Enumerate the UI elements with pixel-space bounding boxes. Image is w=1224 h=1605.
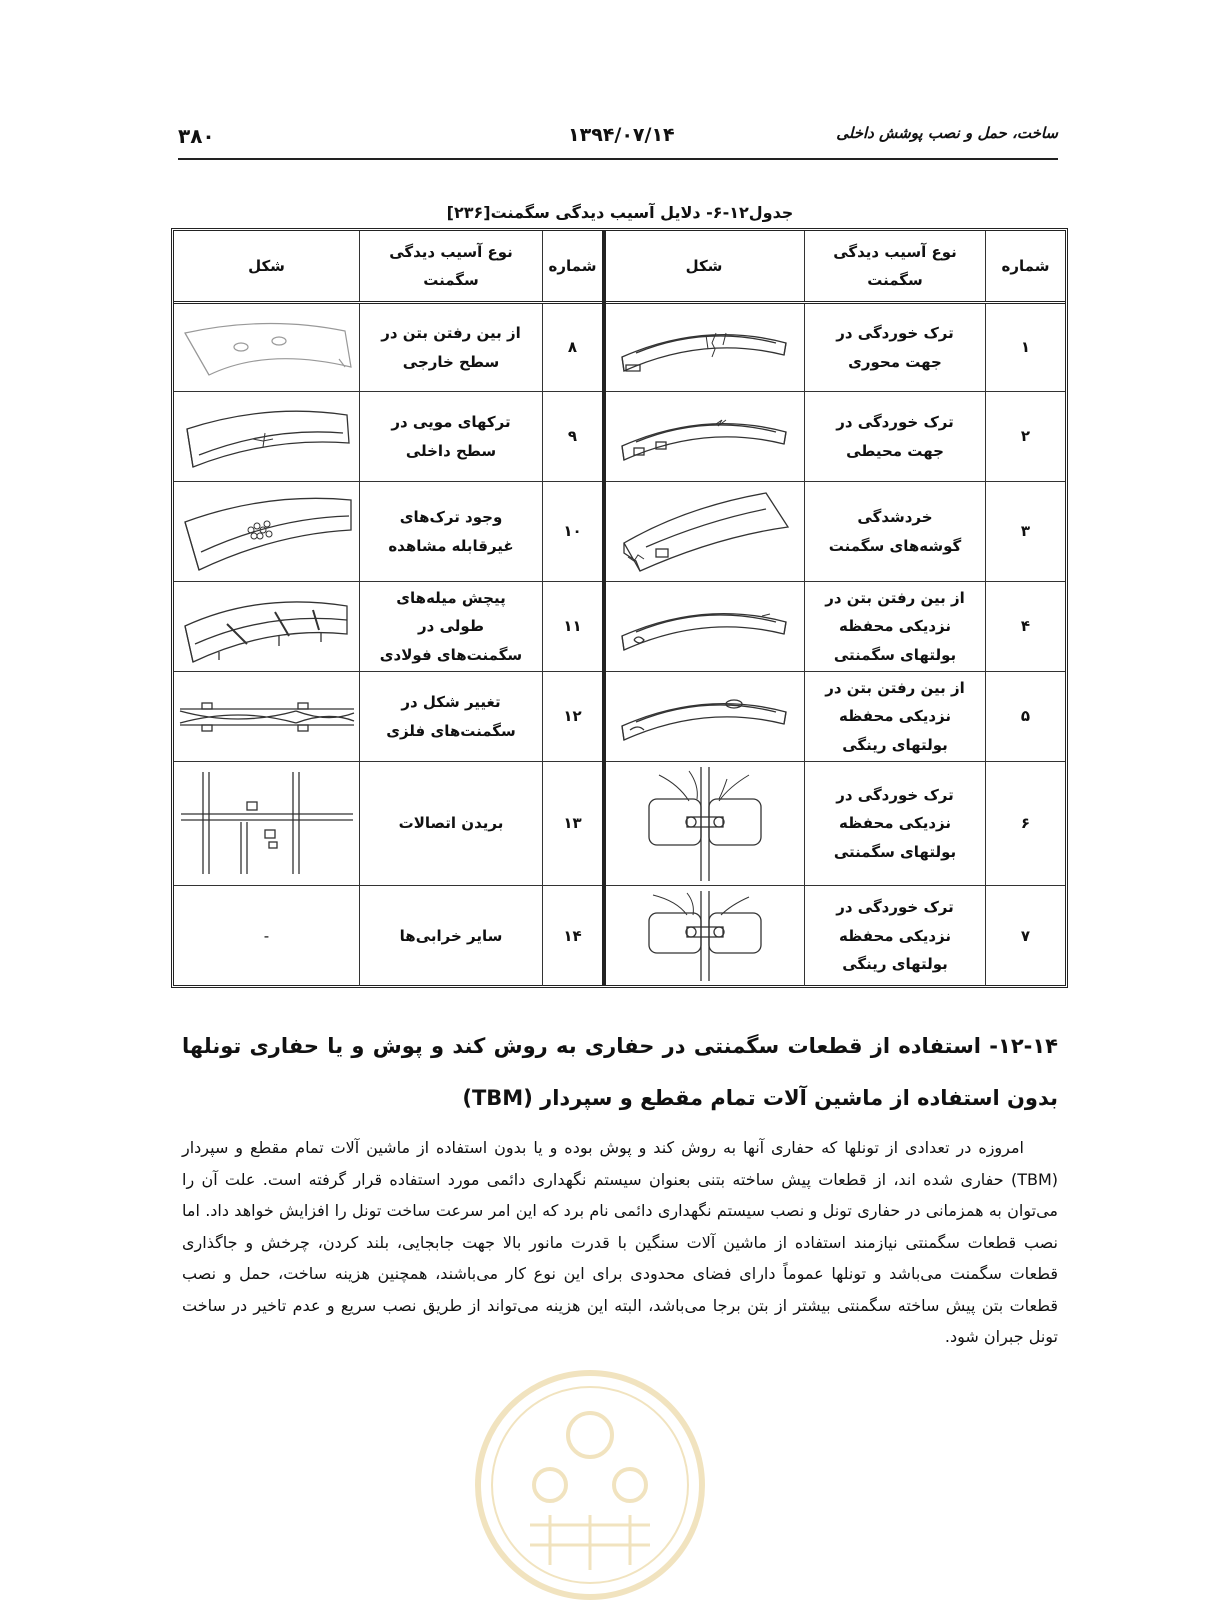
header-cell-figure: شکل (248, 256, 285, 275)
row-number: ۱۳ (542, 762, 602, 885)
damage-type: از بین رفتن بتن در نزدیکی محفظه بولتهای رینگی (804, 672, 985, 761)
header-date: ۱۳۹۴/۰۷/۱۴ (568, 124, 675, 146)
outer-surface-loss-icon (179, 313, 355, 383)
row-number: ۱۴ (542, 886, 602, 986)
header-cell-figure: شکل (685, 256, 723, 275)
damage-figure (174, 672, 359, 761)
metal-segment-deformation-icon (178, 697, 356, 737)
table-row (174, 672, 602, 762)
row-number: ۵ (985, 672, 1065, 761)
table-row (174, 482, 602, 582)
row-number: ۳ (985, 482, 1065, 581)
damage-figure (174, 392, 359, 481)
segment-bolt-crack-icon (629, 765, 779, 883)
connection-cut-icon (179, 772, 355, 876)
damage-figure (604, 886, 804, 986)
header-cell-type: نوع آسیب دیدگی سگمنت (359, 231, 542, 301)
table-row (604, 672, 1065, 762)
segment-circumferential-crack-icon (616, 402, 792, 472)
damage-figure (174, 304, 359, 391)
damage-type: پیچش میله‌های طولی در سگمنت‌های فولادی (359, 582, 542, 671)
chapter-title: ساخت، حمل و نصب پوشش داخلی (836, 124, 1058, 142)
table-header-row (604, 231, 1065, 304)
table-row (174, 886, 602, 986)
table-left-half (174, 231, 602, 985)
damage-type: بریدن اتصالات (359, 762, 542, 885)
row-number: ۶ (985, 762, 1065, 885)
damage-type: ترکهای مویی در سطح داخلی (359, 392, 542, 481)
table-row (604, 886, 1065, 986)
segment-bolt-pocket-damage-icon (616, 592, 792, 662)
row-number: ۱۱ (542, 582, 602, 671)
damage-type: تغییر شکل در سگمنت‌های فلزی (359, 672, 542, 761)
damage-type: ترک خوردگی در نزدیکی محفظه بولتهای سگمنتی (804, 762, 985, 885)
row-number: ۹ (542, 392, 602, 481)
hairline-crack-icon (179, 399, 355, 475)
watermark-logo-icon (470, 1365, 710, 1605)
row-number: ۱۰ (542, 482, 602, 581)
row-number: ۱۲ (542, 672, 602, 761)
steel-segment-rib-twist-icon (179, 586, 355, 668)
table-row (174, 582, 602, 672)
damage-type: از بین رفتن بتن در سطح خارجی (359, 304, 542, 391)
damage-figure: - (263, 926, 270, 945)
segment-corner-spalling-icon (616, 487, 792, 577)
page-header (178, 118, 1058, 160)
header-cell-number: شماره (985, 231, 1065, 301)
section-heading: ۱۲-۱۴- استفاده از قطعات سگمنتی در حفاری به روش کند و پوش و یا حفاری تونلها بدون استفاده از ماشین آلات تمام مقطع و سپردار (TBM) (182, 1034, 1058, 1110)
damage-figure (604, 582, 804, 671)
damage-figure (604, 482, 804, 581)
damage-figure (604, 304, 804, 391)
body-paragraph (182, 1132, 1058, 1353)
header-cell-type: نوع آسیب دیدگی سگمنت (804, 231, 985, 301)
damage-type: خردشدگی گوشه‌های سگمنت (804, 482, 985, 581)
damage-type: وجود ترک‌های غیرقابله مشاهده (359, 482, 542, 581)
damage-figure (604, 762, 804, 885)
damage-figure (174, 762, 359, 885)
row-number: ۸ (542, 304, 602, 391)
row-number: ۱ (985, 304, 1065, 391)
table-row (604, 392, 1065, 482)
row-number: ۷ (985, 886, 1065, 986)
table-right-half (604, 231, 1065, 985)
page-number: ۳۸۰ (178, 124, 215, 148)
damage-table (171, 228, 1068, 988)
damage-figure (174, 582, 359, 671)
damage-type: سایر خرابی‌ها (359, 886, 542, 986)
damage-figure (174, 482, 359, 581)
damage-type: ترک خوردگی در جهت محیطی (804, 392, 985, 481)
table-row (604, 482, 1065, 582)
damage-type: از بین رفتن بتن در نزدیکی محفظه بولتهای سگمنتی (804, 582, 985, 671)
paragraph-text: امروزه در تعدادی از تونلها که حفاری آنها به روش کند و پوش بوده و یا بدون استفاده از ماشین آلات تمام مقطع و سپردار (TBM) حفاری شده اند، از قطعات پیش ساخته بتنی بعنوان سیستم نگهداری دائمی مورد استفاده قرار گرفته است. علت آن را می‌توان به همزمانی در حفاری تونل و نصب سیستم نگهداری دائمی نام برد که این امر سرعت ساخت تونل را افزایش خواهد داد. اما نصب قطعات سگمنتی نیازمند استفاده از ماشین آلات سنگین با قدرت مانور بالا جهت جابجایی، بلند کردن، چرخش و جاگذاری قطعات سگمنت می‌باشد و تونلها عموماً دارای فضای محدودی برای این نوع کار می‌باشند، همچنین هزینه ساخت، حمل و نصب قطعات بتن پیش ساخته سگمنتی بیشتر از بتن برجا می‌باشد، البته این هزینه می‌تواند از طریق نصب سریع و عدم تاخیر در ساخت تونل جبران شود. (182, 1138, 1058, 1346)
damage-figure (604, 672, 804, 761)
ring-bolt-crack-icon (629, 889, 779, 983)
table-caption: جدول۱۲-۶- دلایل آسیب دیدگی سگمنت[۲۳۶] (446, 203, 794, 222)
table-row (604, 762, 1065, 886)
header-cell-number: شماره (542, 231, 602, 301)
table-row (174, 392, 602, 482)
table-row (604, 304, 1065, 392)
segment-axial-crack-icon (616, 313, 792, 383)
damage-figure (604, 392, 804, 481)
invisible-cracks-icon (179, 490, 355, 574)
table-divider (602, 231, 606, 985)
table-row (604, 582, 1065, 672)
table-row (174, 762, 602, 886)
table-row (174, 304, 602, 392)
damage-type: ترک خوردگی در جهت محوری (804, 304, 985, 391)
table-header-row (174, 231, 602, 304)
row-number: ۲ (985, 392, 1065, 481)
damage-type: ترک خوردگی در نزدیکی محفظه بولتهای رینگی (804, 886, 985, 986)
row-number: ۴ (985, 582, 1065, 671)
ring-bolt-pocket-damage-icon (616, 682, 792, 752)
